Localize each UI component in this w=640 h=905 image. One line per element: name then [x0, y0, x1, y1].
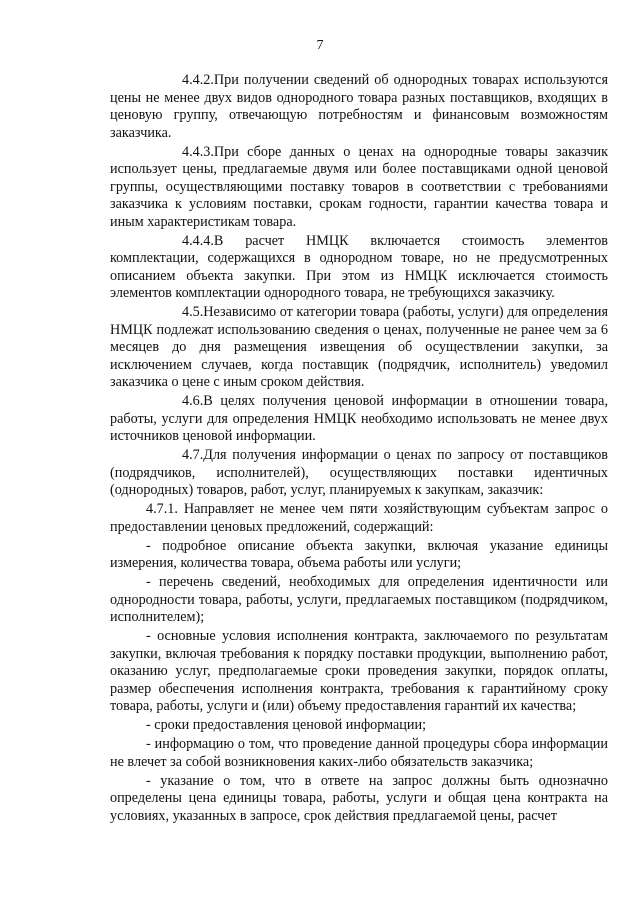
- paragraph-text: - информацию о том, что проведение данной процедуры сбора информации не влечет за собой возникновения каких-либо обязательств заказчика;: [110, 736, 608, 770]
- paragraph-4-4-2: [110, 72, 608, 142]
- document-body: [110, 72, 608, 827]
- list-item: [110, 736, 608, 771]
- paragraph-text: В расчет НМЦК включается стоимость элементов комплектации, содержащихся в однородном товаре, но не предусмотренных описанием объекта закупки. При этом из НМЦК исключается стоимость элементов комплектации однородного товара, не требующихся заказчику.: [110, 232, 608, 301]
- paragraph-text: - основные условия исполнения контракта, заключаемого по результатам закупки, включая требования к порядку поставки продукции, выполнению работ, оказанию услуг, предполагаемые сроки проведения закупки, порядок оплаты, размер обеспечения исполнения контракта, требования к гарантийному сроку товара, работы, услуги и (или) объему предоставления гарантий их качества;: [110, 628, 608, 714]
- clause-number: 4.7.: [182, 447, 204, 463]
- page-number: 7: [316, 38, 324, 53]
- paragraph-text: - сроки предоставления ценовой информации;: [146, 717, 427, 733]
- paragraph-4-7: [110, 447, 608, 500]
- clause-number: 4.6.: [182, 393, 204, 409]
- paragraph-4-6: [110, 393, 608, 446]
- paragraph-text: Для получения информации о ценах по запросу от поставщиков (подрядчиков, исполнителей), осуществляющих поставки идентичных (однородных) товаров, работ, услуг, планируемых к закупкам, заказчик:: [110, 447, 608, 498]
- list-item: [110, 773, 608, 826]
- paragraph-4-5: [110, 304, 608, 392]
- paragraph-text: 4.7.1. Направляет не менее чем пяти хозяйствующим субъектам запрос о предоставлении ценовых предложений, содержащий:: [110, 501, 608, 535]
- paragraph-text: - подробное описание объекта закупки, включая указание единицы измерения, количества товара, объема работы или услуги;: [110, 537, 608, 571]
- paragraph-text: - указание о том, что в ответе на запрос должны быть однозначно определены цена единицы товара, работы, услуги и общая цена контракта на условиях, указанных в запросе, срок действия предлагаемой цены, расчет: [110, 772, 608, 824]
- paragraph-text: В целях получения ценовой информации в отношении товара, работы, услуги для определения НМЦК необходимо использовать не менее двух источников ценовой информации.: [110, 393, 608, 444]
- paragraph-4-7-1: [110, 501, 608, 536]
- paragraph-text: - перечень сведений, необходимых для определения идентичности или однородности товара, работы, услуги, предлагаемых поставщиком (подрядчиком, исполнителем);: [110, 574, 608, 625]
- clause-number: 4.4.4.: [182, 232, 214, 249]
- clause-number: 4.5.: [182, 304, 204, 320]
- clause-number: 4.4.2.: [182, 72, 214, 88]
- list-item: [110, 538, 608, 573]
- paragraph-text: При получении сведений об однородных товарах используются цены не менее двух видов однородного товара разных поставщиков, входящих в ценовую группу, отвечающую потребностям и финансовым возможностям заказчика.: [110, 72, 608, 141]
- list-item: [110, 717, 608, 735]
- paragraph-text: Независимо от категории товара (работы, услуги) для определения НМЦК подлежат использованию сведения о ценах, полученные не ранее чем за 6 месяцев до дня размещения извещения об осуществлении закупки, за исключением случаев, когда поставщик (подрядчик, исполнитель) уведомил заказчика о цене с иным сроком действия.: [110, 304, 608, 390]
- paragraph-text: При сборе данных о ценах на однородные товары заказчик использует цены, предлагаемые двумя или более поставщиками одной ценовой группы, осуществляющими поставку товаров в соответствии с требованиями заказчика к условиям поставки, срокам годности, гарантии качества товара и иным характеристикам товара.: [110, 143, 608, 230]
- list-item: [110, 628, 608, 716]
- clause-number: 4.4.3.: [182, 143, 214, 160]
- paragraph-4-4-3: [110, 144, 608, 232]
- list-item: [110, 574, 608, 627]
- paragraph-4-4-4: [110, 233, 608, 303]
